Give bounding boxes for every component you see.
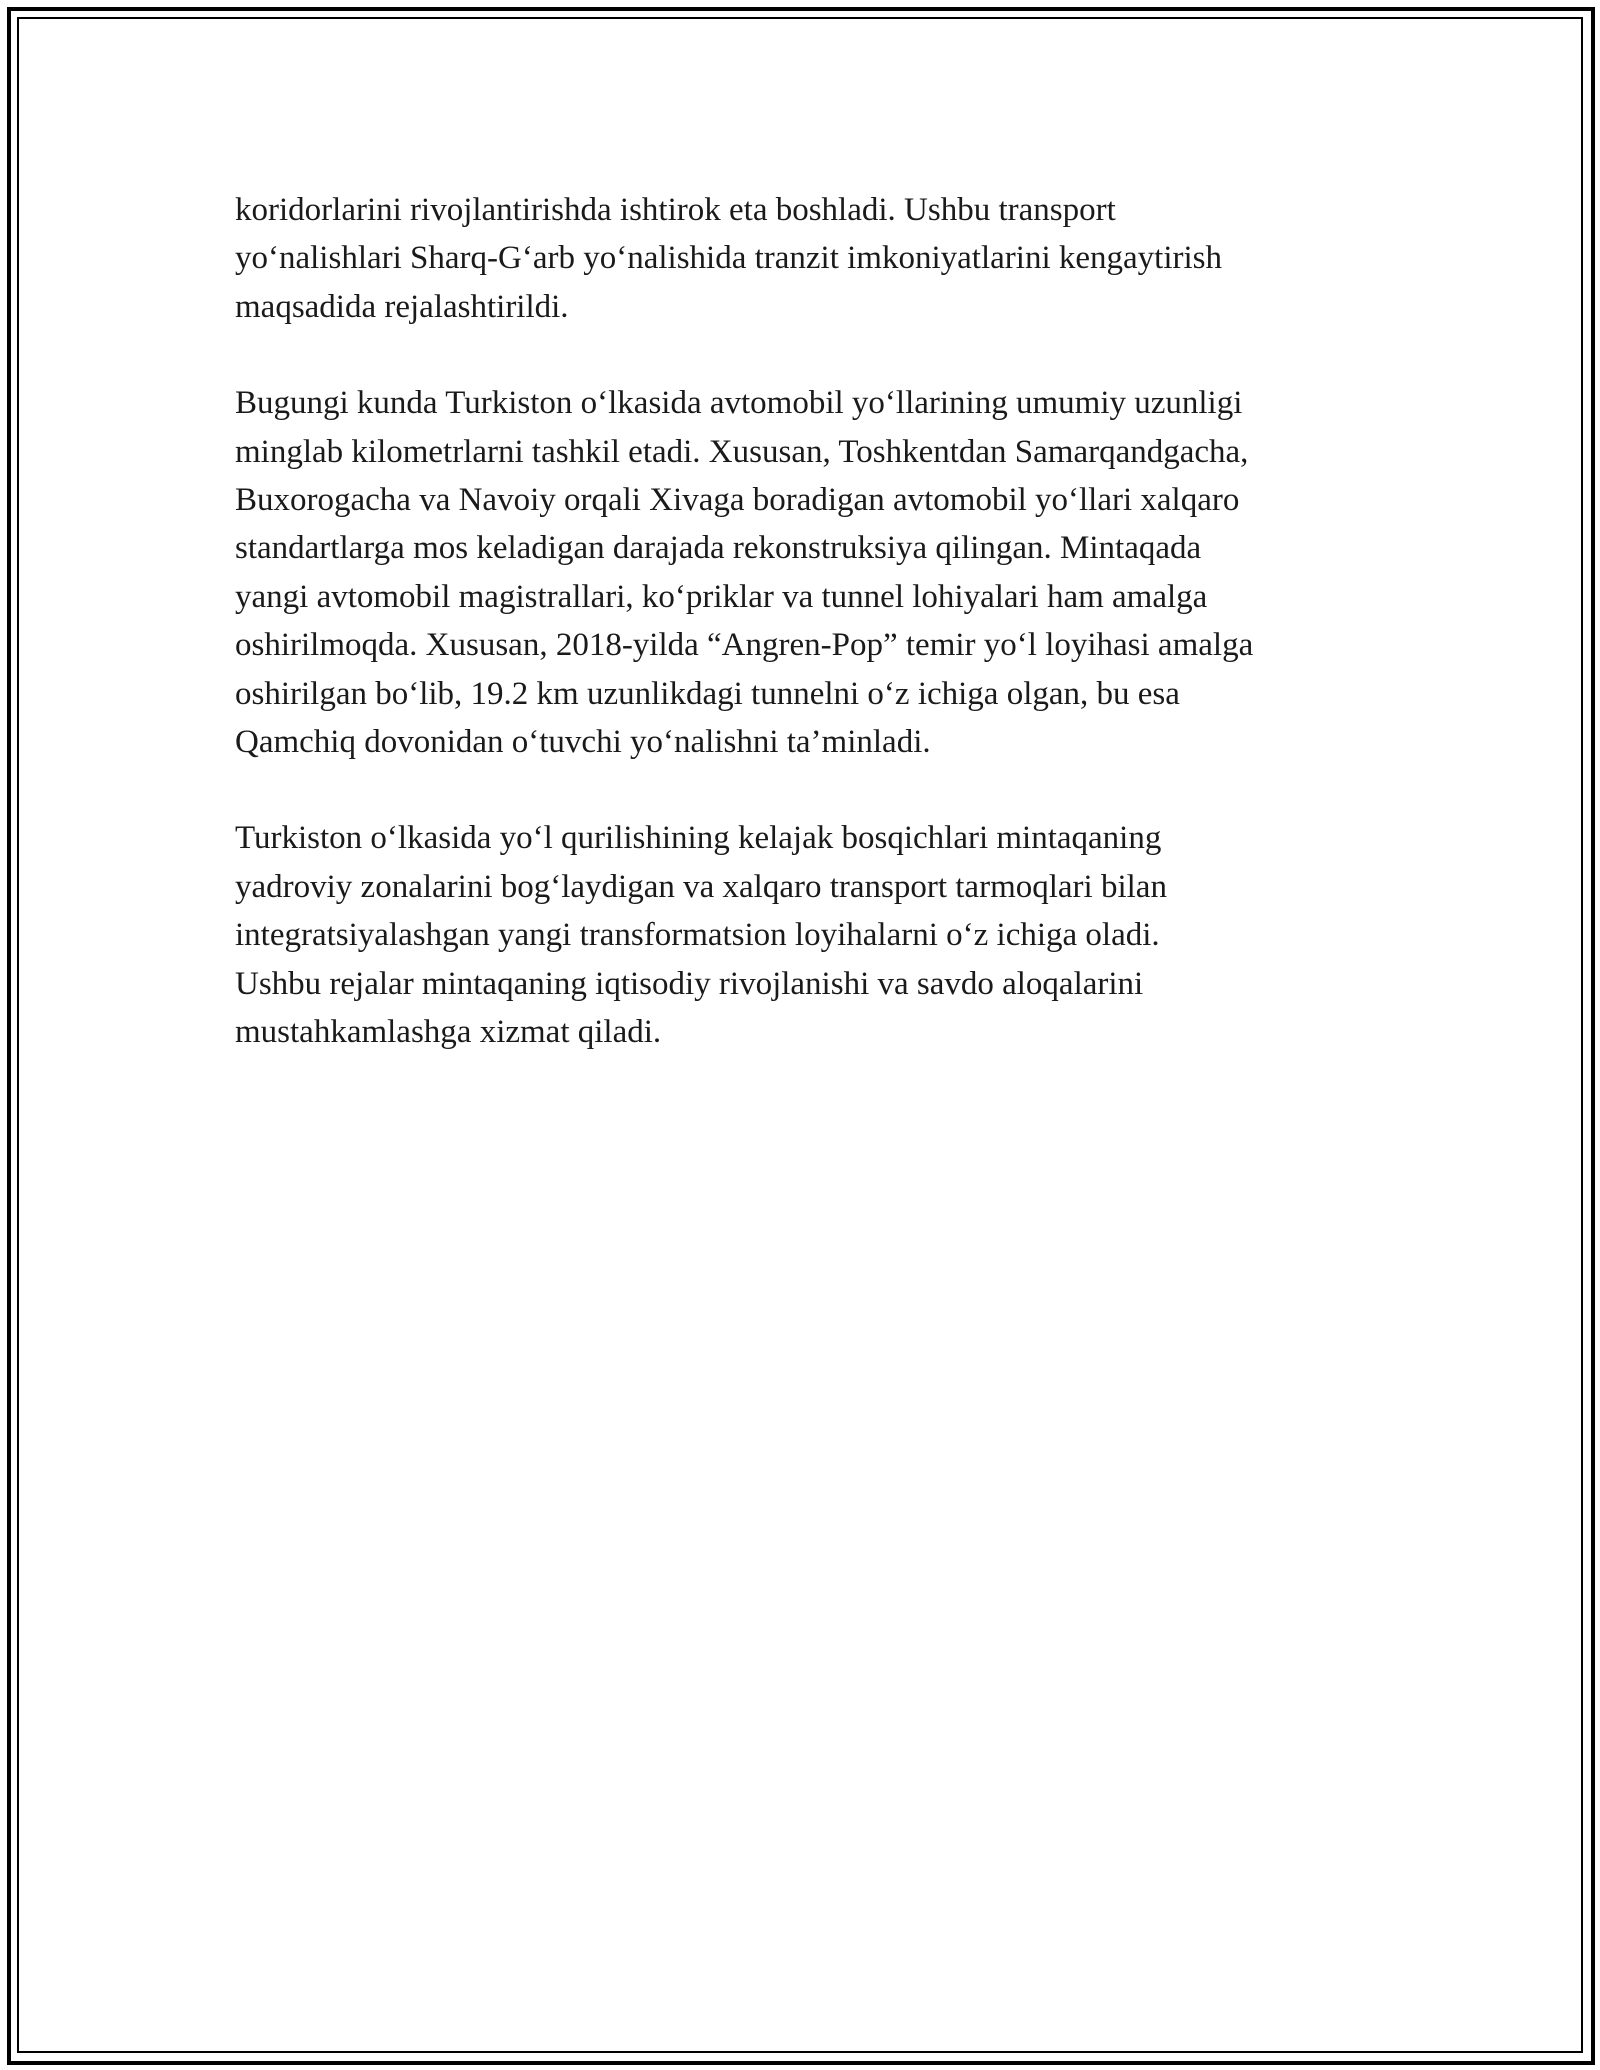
paragraph-3: Turkiston o‘lkasida yo‘l qurilishining kelajak bosqichlari mintaqaning yadroviy zonalarini bog‘laydigan va xalqaro transport tarmoqlari bilan integratsiyalashgan yangi transformatsion loyihalarni o‘z ichiga oladi. Ushbu rejalar mintaqaning iqtisodiy rivojlanishi va savdo aloqalarini mustahkamlashga xizmat qiladi. (235, 820, 1167, 1051)
document-body (235, 186, 1395, 1105)
paragraph-1: koridorlarini rivojlantirishda ishtirok eta boshladi. Ushbu transport yo‘nalishlari Sharq-G‘arb yo‘nalishida tranzit imkoniyatlarini kengaytirish maqsadida rejalashtirildi. (235, 192, 1222, 325)
paragraph-2: Bugungi kunda Turkiston o‘lkasida avtomobil yo‘llarining umumiy uzunligi minglab kilometrlarni tashkil etadi. Xususan, Toshkentdan Samarqandgacha, Buxorogacha va Navoiy orqali Xivaga boradigan avtomobil yo‘llari xalqaro standartlarga mos keladigan darajada rekonstruksiya qilingan. Mintaqada yangi avtomobil magistrallari, ko‘priklar va tunnel lohiyalari ham amalga oshirilmoqda. Xususan, 2018-yilda “Angren-Pop” temir yo‘l loyihasi amalga oshirilgan bo‘lib, 19.2 km uzunlikdagi tunnelni o‘z ichiga olgan, bu esa Qamchiq dovonidan o‘tuvchi yo‘nalishni ta’minladi. (235, 385, 1254, 761)
